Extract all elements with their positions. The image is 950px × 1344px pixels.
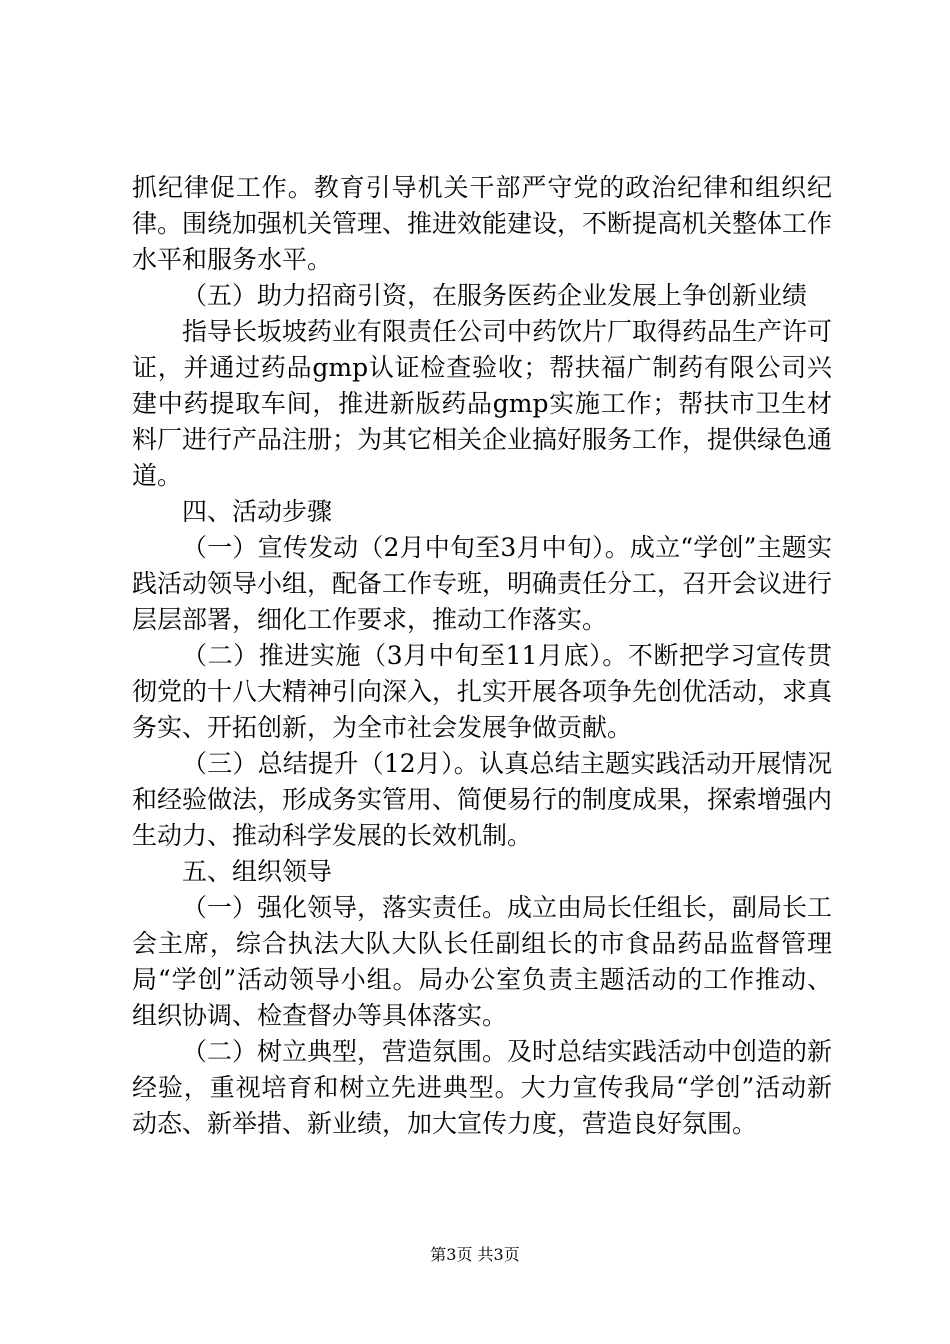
document-body (132, 170, 832, 1142)
page-footer: 第3页 共3页 (430, 1245, 520, 1264)
paragraph-step-1: （一）宣传发动（2月中旬至3月中旬）。成立“学创”主题实践活动领导小组，配备工作专班，明确责任分工，召开会议进行层层部署，细化工作要求，推动工作落实。 (132, 533, 833, 634)
section-heading-activity-steps: 四、活动步骤 (182, 497, 333, 526)
section-heading-5: （五）助力招商引资，在服务医药企业发展上争创新业绩 (182, 281, 808, 310)
paragraph-org-1: （一）强化领导，落实责任。成立由局长任组长，副局长工会主席，综合执法大队大队长任副组长的市食品药品监督管理局“学创”活动领导小组。局办公室负责主题活动的工作推动、组织协调、检查督办等具体落实。 (132, 893, 833, 1030)
paragraph-step-3: （三）总结提升（12月）。认真总结主题实践活动开展情况和经验做法，形成务实管用、简便易行的制度成果，探索增强内生动力、推动科学发展的长效机制。 (132, 749, 833, 850)
paragraph-org-2: （二）树立典型，营造氛围。及时总结实践活动中创造的新经验，重视培育和树立先进典型。大力宣传我局“学创”活动新动态、新举措、新业绩，加大宣传力度，营造良好氛围。 (132, 1037, 833, 1138)
paragraph-investment: 指导长坂坡药业有限责任公司中药饮片厂取得药品生产许可证，并通过药品gmp认证检查验收；帮扶福广制药有限公司兴建中药提取车间，推进新版药品gmp实施工作；帮扶市卫生材料厂进行产品注册；为其它相关企业搞好服务工作，提供绿色通道。 (132, 317, 833, 490)
paragraph-step-2: （二）推进实施（3月中旬至11月底）。不断把学习宣传贯彻党的十八大精神引向深入，扎实开展各项争先创优活动，求真务实、开拓创新，为全市社会发展争做贡献。 (132, 641, 833, 742)
paragraph-continuation: 抓纪律促工作。教育引导机关干部严守党的政治纪律和组织纪律。围绕加强机关管理、推进效能建设，不断提高机关整体工作水平和服务水平。 (132, 173, 833, 274)
section-heading-organization: 五、组织领导 (182, 857, 333, 886)
